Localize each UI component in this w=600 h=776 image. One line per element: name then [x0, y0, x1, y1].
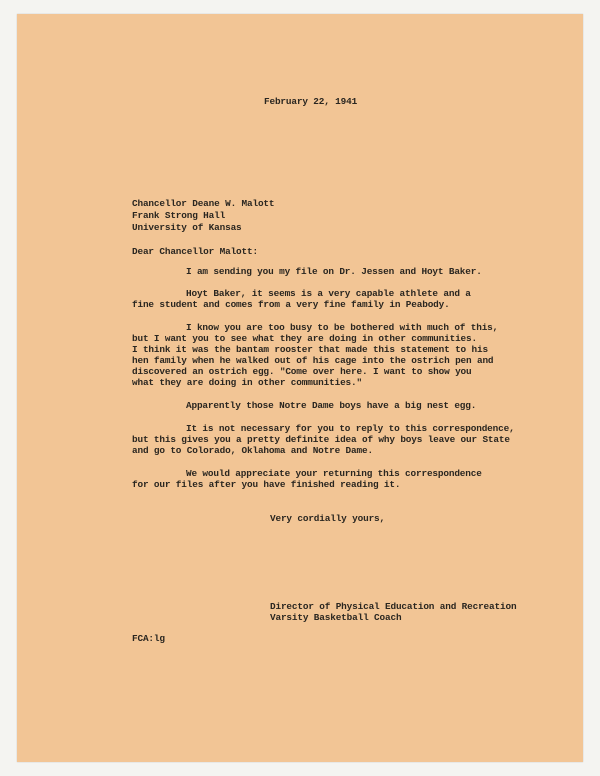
paragraph-3-line-6: what they are doing in other communities." [132, 377, 362, 388]
paragraph-3-line-5: discovered an ostrich egg. "Come over here. I want to show you [132, 366, 472, 377]
paragraph-5-line-1: It is not necessary for you to reply to this correspondence, [186, 423, 515, 434]
paragraph-3-line-4: hen family when he walked out of his cage into the ostrich pen and [132, 355, 494, 366]
paragraph-1-line-1: I am sending you my file on Dr. Jessen and Hoyt Baker. [186, 266, 482, 277]
paragraph-2-line-1: Hoyt Baker, it seems is a very capable athlete and a [186, 288, 471, 299]
paragraph-6-line-2: for our files after you have finished reading it. [132, 479, 401, 490]
paragraph-3-line-2: but I want you to see what they are doing in other communities. [132, 333, 477, 344]
paragraph-4-line-1: Apparently those Notre Dame boys have a big nest egg. [186, 400, 477, 411]
typist-initials: FCA:lg [132, 633, 165, 644]
recipient-name: Chancellor Deane W. Malott [132, 198, 275, 209]
paragraph-2-line-2: fine student and comes from a very fine family in Peabody. [132, 299, 450, 310]
signature-title-2: Varsity Basketball Coach [270, 612, 402, 623]
paragraph-3-line-1: I know you are too busy to be bothered with much of this, [186, 322, 499, 333]
recipient-building: Frank Strong Hall [132, 210, 226, 221]
salutation: Dear Chancellor Malott: [132, 246, 258, 257]
letter-page [17, 14, 583, 762]
closing: Very cordially yours, [270, 513, 385, 524]
signature-title-1: Director of Physical Education and Recreation [270, 601, 517, 612]
letter-date: February 22, 1941 [264, 96, 358, 107]
recipient-institution: University of Kansas [132, 222, 242, 233]
paragraph-6-line-1: We would appreciate your returning this correspondence [186, 468, 482, 479]
paragraph-3-line-3: I think it was the bantam rooster that made this statement to his [132, 344, 488, 355]
paragraph-5-line-2: but this gives you a pretty definite idea of why boys leave our State [132, 434, 510, 445]
paragraph-5-line-3: and go to Colorado, Oklahoma and Notre Dame. [132, 445, 373, 456]
